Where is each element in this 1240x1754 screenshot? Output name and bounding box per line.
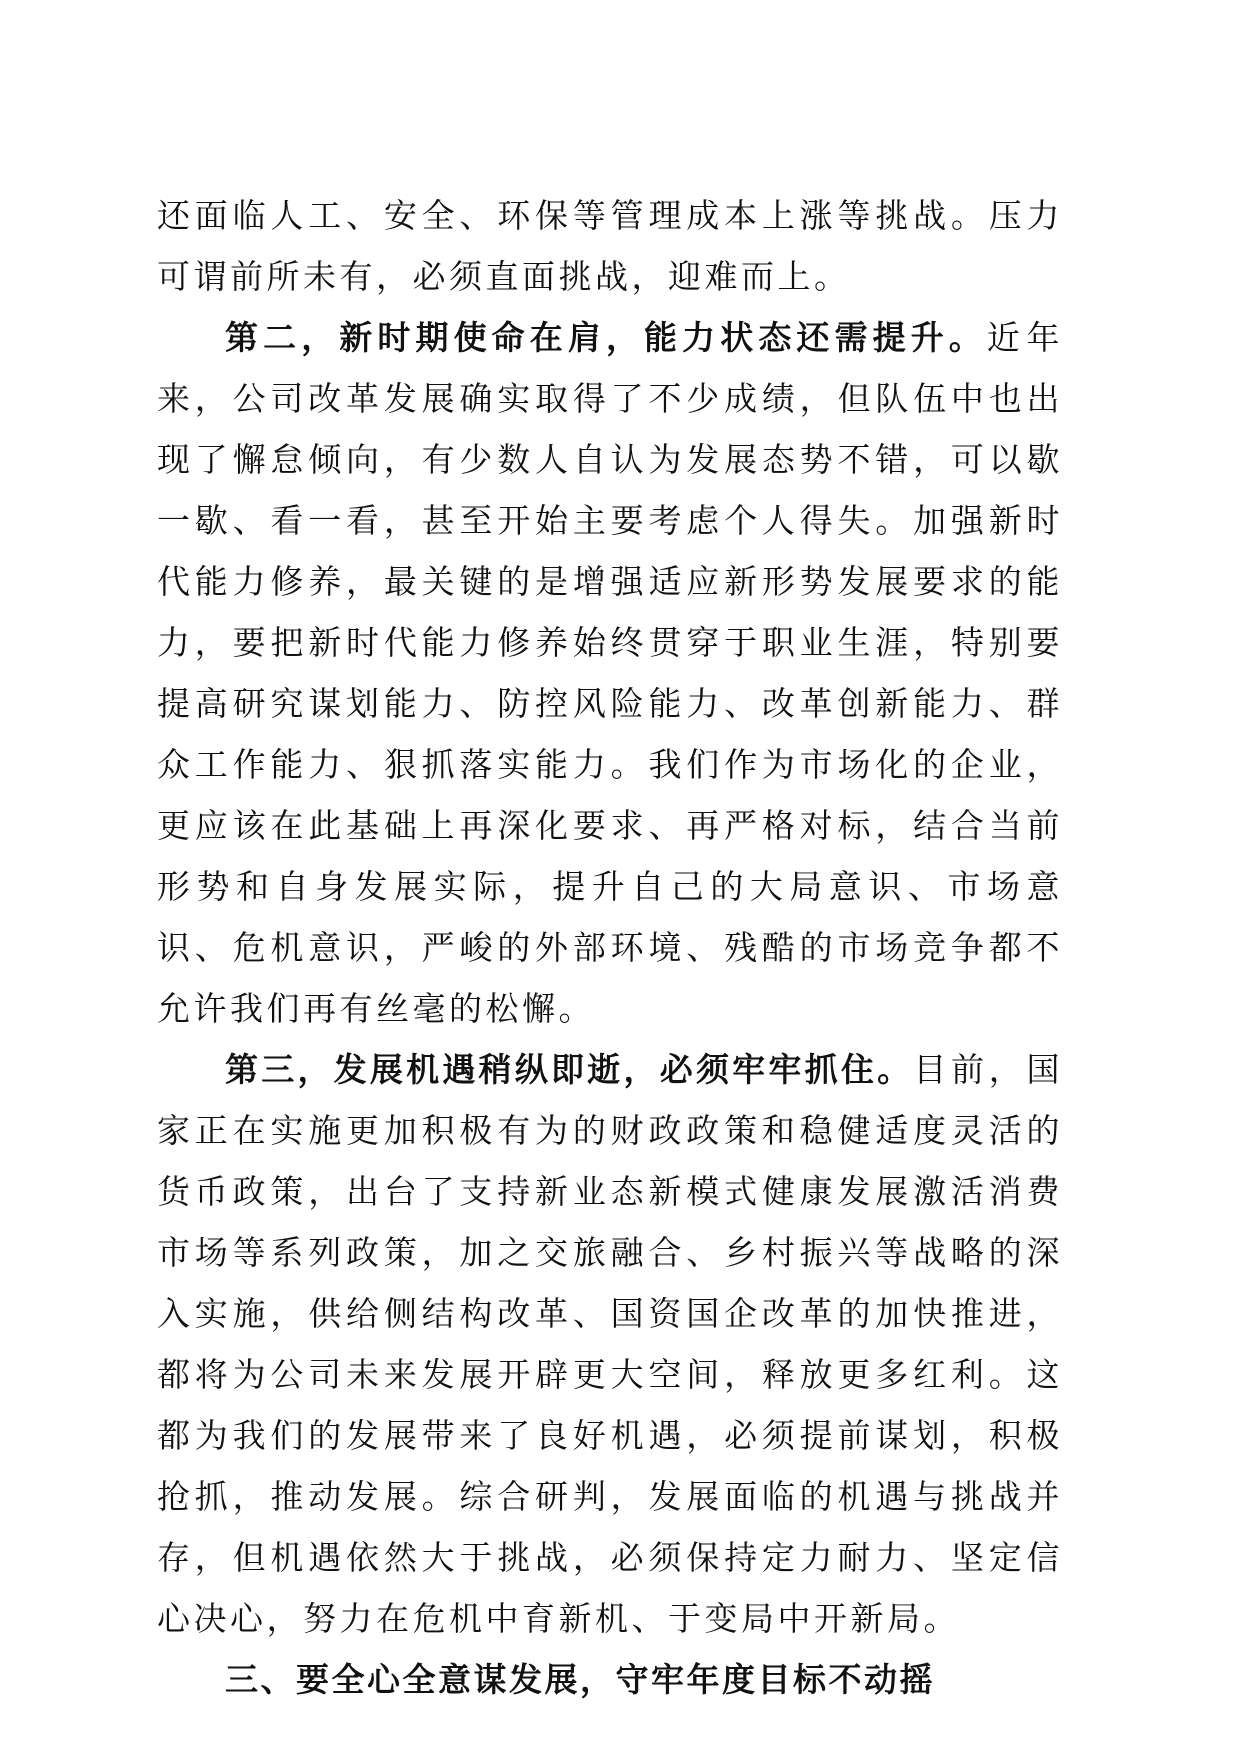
paragraph-text: 近年来，公司改革发展确实取得了不少成绩，但队伍中也出现了懈怠倾向，有少数人自认为发展态势不错，可以歇一歇、看一看，甚至开始主要考虑个人得失。加强新时代能力修养，最关键的是增强适应新形势发展要求的能力，要把新时代能力修养始终贯穿于职业生涯，特别要提高研究谋划能力、防控风险能力、改革创新能力、群众工作能力、狠抓落实能力。我们作为市场化的企业，更应该在此基础上再深化要求、再严格对标，结合当前形势和自身发展实际，提升自己的大局意识、市场意识、危机意识，严峻的外部环境、残酷的市场竞争都不允许我们再有丝毫的松懈。: [157, 318, 1064, 1028]
paragraph-lead-bold: 第三，发展机遇稍纵即逝，必须牢牢抓住。: [225, 1050, 914, 1089]
paragraph-continuation: [157, 185, 1063, 307]
paragraph-lead-bold: 第二，新时期使命在肩，能力状态还需提升。: [225, 318, 987, 357]
section-heading: 三、要全心全意谋发展，守牢年度目标不动摇: [225, 1660, 935, 1699]
paragraph-second-point: [157, 307, 1063, 1039]
paragraph-text: 目前，国家正在实施更加积极有为的财政政策和稳健适度灵活的货币政策，出台了支持新业态新模式健康发展激活消费市场等系列政策，加之交旅融合、乡村振兴等战略的深入实施，供给侧结构改革、国资国企改革的加快推进，都将为公司未来发展开辟更大空间，释放更多红利。这都为我们的发展带来了良好机遇，必须提前谋划，积极抢抓，推动发展。综合研判，发展面临的机遇与挑战并存，但机遇依然大于挑战，必须保持定力耐力、坚定信心决心，努力在危机中育新机、于变局中开新局。: [157, 1050, 1064, 1638]
paragraph-third-point: [157, 1039, 1063, 1649]
paragraph-text: 还面临人工、安全、环保等管理成本上涨等挑战。压力可谓前所未有，必须直面挑战，迎难而上。: [157, 196, 1063, 296]
document-body: [157, 185, 1063, 1710]
